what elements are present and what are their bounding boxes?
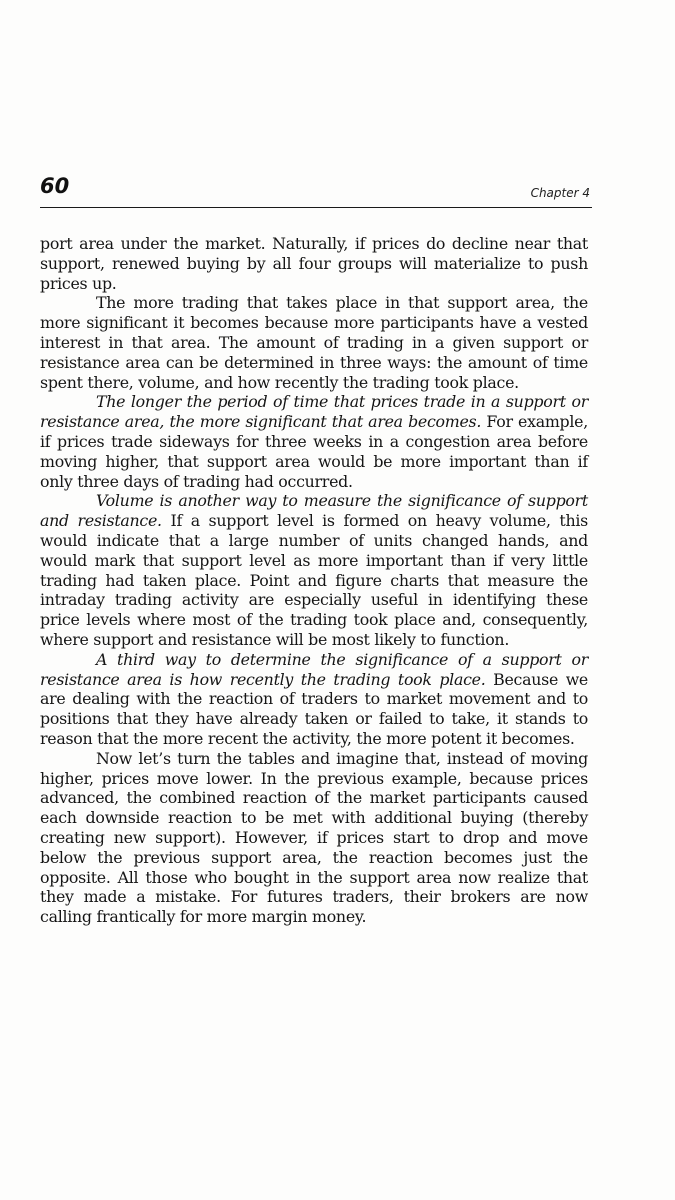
running-head: Chapter 4 (530, 186, 590, 200)
paragraph-text: Now let’s turn the tables and imagine that, instead of moving higher, prices move lower. In the previous example, because prices advanced, the combined reaction of the market participants caused each downside reaction to be met with additional buying (thereby creating new support). However, if prices start to drop and move below the previous support area, the reaction becomes just the opposite. All those who bought in the support area now realize that they made a mistake. For futures traders, their brokers are now calling frantically for more margin money. (40, 748, 588, 927)
paragraph-text: The more trading that takes place in that support area, the more significant it becomes because more participants have a vested interest in that area. The amount of trading in a given support or resistance area can be determined in three ways: the amount of time spent there, volume, and how recently the trading took place. (40, 293, 588, 392)
paragraph-text: Because we are dealing with the reaction of traders to market movement and to positions that they have already taken or failed to take, it stands to reason that the more recent the activity, the more potent it becomes. (40, 669, 588, 748)
body-text (40, 234, 588, 927)
paragraph (40, 293, 588, 392)
paragraph (40, 491, 588, 649)
paragraph (40, 650, 588, 749)
paragraph-text: For example, if prices trade sideways for three weeks in a congestion area before moving higher, that support area would be more important than if only three days of trading had occurred. (40, 412, 588, 491)
paragraph (40, 234, 588, 293)
page-header (40, 174, 592, 210)
paragraph-text: If a support level is formed on heavy volume, this would indicate that a large number of units changed hands, and would mark that support level as more important than if very little trading had taken place. Point and figure charts that measure the intraday trading activity are especially useful in identifying these price levels where most of the trading took place and, consequently, where support and resistance will be most likely to function. (40, 511, 588, 649)
paragraph-lead-italic: A third way to determine the significance of a support or resistance area is how recently the trading took place. (40, 649, 588, 689)
paragraph (40, 749, 588, 927)
paragraph-text: port area under the market. Naturally, if prices do decline near that support, renewed buying by all four groups will materialize to push prices up. (40, 234, 588, 293)
page-number: 60 (40, 174, 70, 198)
header-rule (40, 207, 592, 208)
paragraph-lead-italic: Volume is another way to measure the significance of support and resistance. (40, 491, 588, 531)
paragraph (40, 392, 588, 491)
paragraph-lead-italic: The longer the period of time that prices trade in a support or resistance area, the more significant that area becomes. (40, 392, 588, 432)
